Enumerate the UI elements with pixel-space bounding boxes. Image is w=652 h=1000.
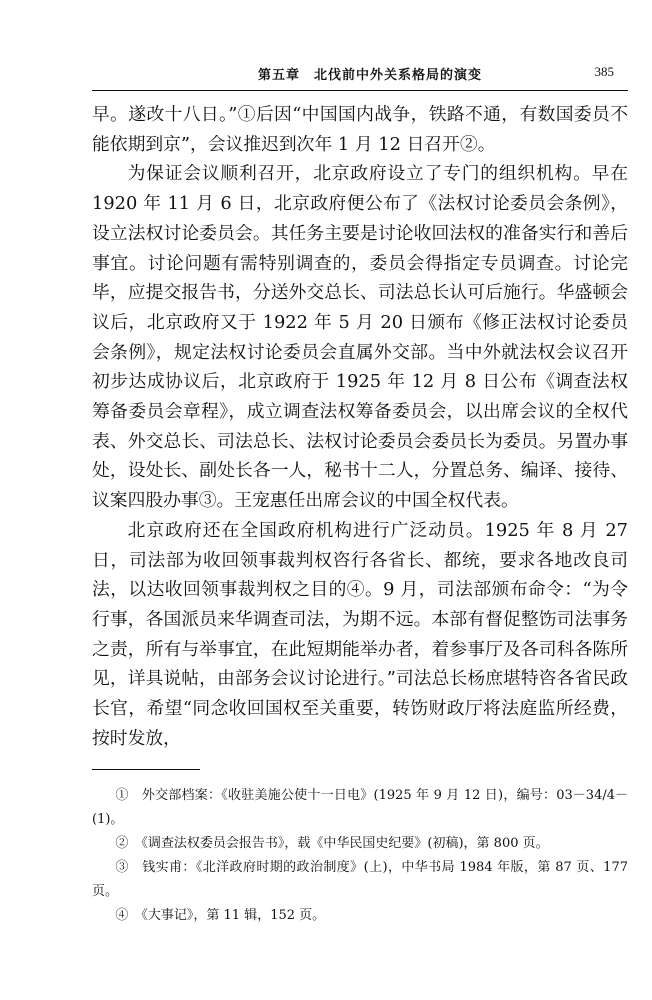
- footnotes: [92, 784, 628, 928]
- footnote-1: ① 外交部档案：《收驻美施公使十一日电》(1925 年 9 月 12 日)，编号：03－34/4－(1)。: [92, 788, 628, 827]
- paragraph-mobilization: 北京政府还在全国政府机构进行广泛动员。1925 年 8 月 27 日，司法部为收回领事裁判权咨行各省长、都统，要求各地改良司法，以达收回领事裁判权之目的④。9 月，司法部颁布命令：“为令行事，各国派员来华调查司法，为期不远。本部有督促整饬司法事务之责，所有与举事宜，在此短期能举办者，着参事厅及各司科各陈所见，详具说帖，由部务会议讨论进行。”司法总长杨庶堪特咨各省民政长官，希望“同念收回国权至关重要，转饬财政厅将法庭监所经费，按时发放，: [92, 519, 628, 749]
- running-header-title: 第五章 北伐前中外关系格局的演变: [258, 68, 483, 83]
- main-text: [92, 100, 628, 753]
- page-number: 385: [594, 64, 614, 79]
- footnote-3: ③ 钱实甫：《北洋政府时期的政治制度》(上)，中华书局 1984 年版，第 87 页、177 页。: [92, 860, 628, 899]
- paragraph-continued: 早。遂改十八日。”①后因“中国国内战争，铁路不通，有数国委员不能依期到京”，会议推迟到次年 1 月 12 日召开②。: [92, 104, 628, 155]
- footnote-2: ② 《调查法权委员会报告书》，载《中华民国史纪要》(初稿)，第 800 页。: [115, 836, 549, 851]
- header-divider: [92, 90, 628, 91]
- footnote-divider: [92, 769, 200, 770]
- footnote-4: ④ 《大事记》，第 11 辑，152 页。: [115, 908, 326, 923]
- paragraph-organization: 为保证会议顺利召开，北京政府设立了专门的组织机构。早在 1920 年 11 月 6 日，北京政府便公布了《法权讨论委员会条例》，设立法权讨论委员会。其任务主要是讨论收回法权的准备实行和善后事宜。讨论问题有需特别调查的，委员会得指定专员调查。讨论完毕，应提交报告书，分送外交总长、司法总长认可后施行。华盛顿会议后，北京政府又于 1922 年 5 月 20 日颁布《修正法权讨论委员会条例》，规定法权讨论委员会直属外交部。当中外就法权会议召开初步达成协议后，北京政府于 1925 年 12 月 8 日公布《调查法权筹备委员会章程》，成立调查法权筹备委员会，以出席会议的全权代表、外交总长、司法总长、法权讨论委员会委员长为委员。另置办事处，设处长、副处长各一人，秘书十二人，分置总务、编译、接待、议案四股办事③。王宠惠任出席会议的中国全权代表。: [92, 163, 628, 512]
